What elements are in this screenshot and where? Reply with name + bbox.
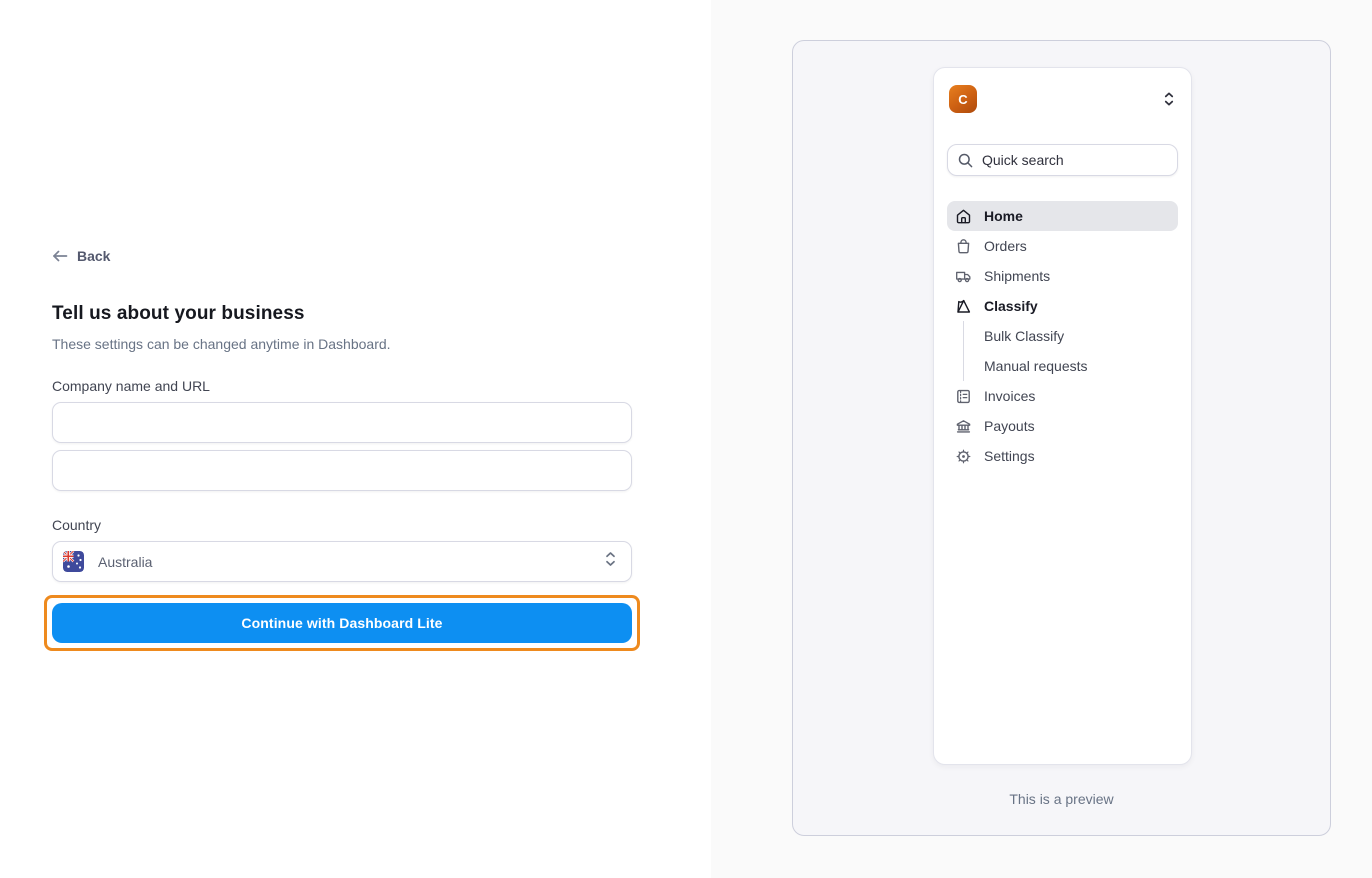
page-subtitle: These settings can be changed anytime in Dashboard. [52,336,391,352]
sidebar-item-label: Shipments [984,268,1051,284]
sidebar-item-label: Invoices [984,388,1036,404]
classify-icon [955,298,972,315]
action-highlight-box [44,595,640,651]
sidebar-item-label: Orders [984,238,1027,254]
company-name-input[interactable] [52,402,632,443]
country-label: Country [52,517,102,533]
company-url-input[interactable] [52,450,632,491]
preview-pane [711,0,1372,878]
truck-icon [955,268,972,285]
sidebar-item-label: Classify [984,298,1038,314]
back-link[interactable] [52,247,110,265]
preview-header [947,85,1178,113]
search-icon [958,153,973,168]
preview-footer-label: This is a preview [1009,791,1114,807]
search-input[interactable] [947,144,1178,176]
company-label: Company name and URL [52,378,210,394]
sidebar-item-classify[interactable] [947,291,1178,321]
sidebar-item-settings[interactable] [947,441,1178,471]
search-placeholder: Quick search [982,152,1064,168]
sidebar-item-shipments[interactable] [947,261,1178,291]
page-title: Tell us about your business [52,303,305,324]
gear-icon [955,448,972,465]
sidebar-item-bulk-classify[interactable] [963,321,1178,351]
sidebar-preview-card [933,67,1192,765]
preview-frame [792,40,1331,836]
back-label: Back [77,248,111,264]
sidebar-item-invoices[interactable] [947,381,1178,411]
continue-button[interactable]: Continue with Dashboard Lite [52,603,632,643]
avatar[interactable]: C [949,85,977,113]
home-icon [955,208,972,225]
australia-flag-icon [63,551,84,572]
sidebar-item-orders[interactable] [947,231,1178,261]
shopping-bag-icon [955,238,972,255]
bank-icon [955,418,972,435]
country-select[interactable] [52,541,632,582]
sidebar-item-label: Settings [984,448,1035,464]
sidebar-item-home[interactable] [947,201,1178,231]
form-column [52,247,632,651]
sidebar-item-payouts[interactable] [947,411,1178,441]
sidebar-item-manual-requests[interactable] [963,351,1178,381]
sidebar-item-label: Manual requests [984,358,1088,374]
sidebar-item-label: Home [984,208,1023,224]
country-selected-value: Australia [98,553,153,570]
invoice-icon [955,388,972,405]
account-switcher-chevron-icon[interactable] [1163,91,1175,107]
chevron-up-down-icon [604,550,617,573]
sidebar-item-label: Payouts [984,418,1035,434]
sidebar-item-label: Bulk Classify [984,328,1065,344]
sidebar-menu [947,201,1178,471]
back-arrow-icon [52,249,68,263]
